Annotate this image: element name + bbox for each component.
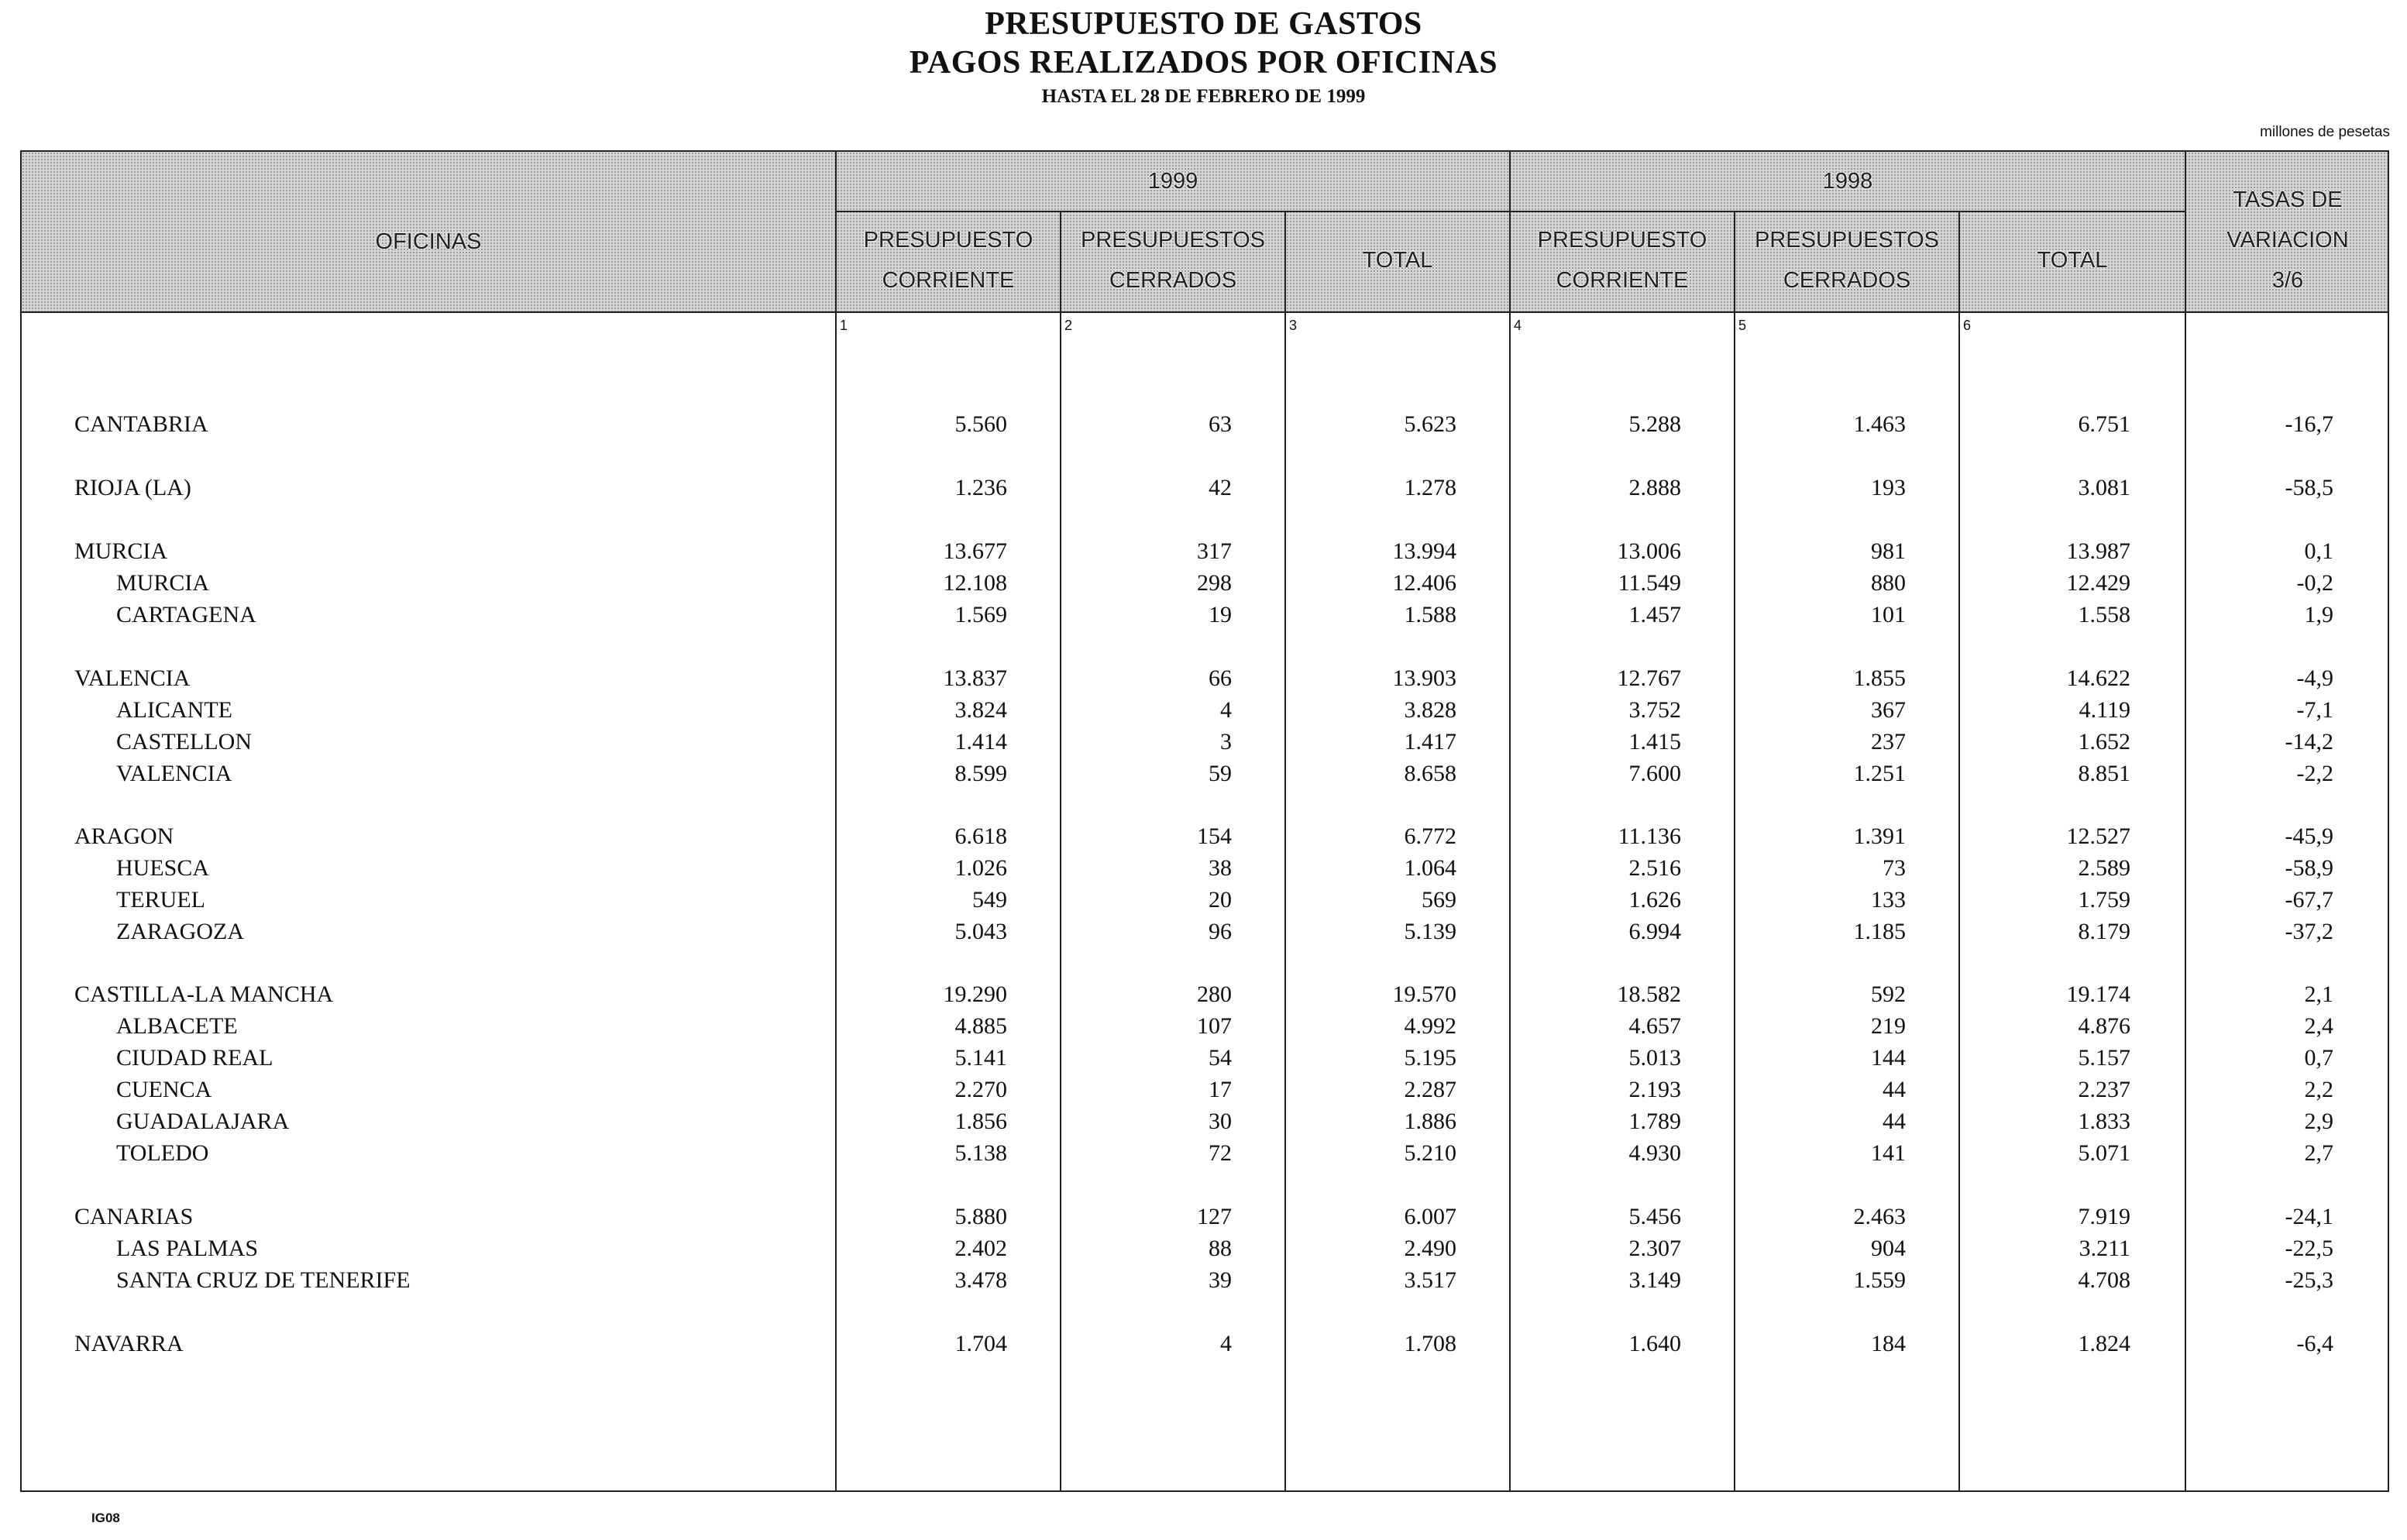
title-line-2: PAGOS REALIZADOS POR OFICINAS	[909, 45, 1498, 81]
table-row	[22, 885, 2388, 916]
cell-col6: 13.987	[2066, 538, 2130, 564]
cell-col6: 4.876	[2078, 1013, 2130, 1039]
cell-col6: 1.652	[2078, 729, 2130, 755]
cell-col7: 2,4	[2304, 1013, 2333, 1039]
table-row	[22, 727, 2388, 758]
cell-col7: -58,9	[2285, 855, 2333, 881]
cell-col7: -37,2	[2285, 919, 2333, 944]
cell-col1: 2.270	[954, 1077, 1007, 1102]
table-row	[22, 1106, 2388, 1137]
cell-col6: 12.429	[2066, 570, 2130, 596]
cell-col3: 1.278	[1404, 475, 1456, 500]
cell-col5: 904	[1871, 1236, 1906, 1261]
cell-col1: 3.478	[954, 1267, 1007, 1293]
province-label: CARTAGENA	[116, 602, 256, 627]
region-label: CASTILLA-LA MANCHA	[74, 981, 334, 1007]
cell-col4: 2.307	[1628, 1236, 1681, 1261]
cell-col4: 5.456	[1628, 1204, 1681, 1229]
header-oficinas: OFICINAS	[375, 229, 482, 254]
cell-col5: 144	[1871, 1045, 1906, 1071]
table-row	[22, 979, 2388, 1010]
cell-col1: 1.236	[954, 475, 1007, 500]
cell-col7: 2,7	[2304, 1140, 2333, 1166]
cell-col7: -7,1	[2296, 697, 2333, 723]
header-col5-line2: CERRADOS	[1783, 268, 1911, 293]
cell-col2: 127	[1197, 1204, 1232, 1229]
cell-col1: 13.677	[943, 538, 1007, 564]
table-row	[22, 1201, 2388, 1232]
cell-col4: 6.994	[1628, 919, 1681, 944]
header-col4-line2: CORRIENTE	[1556, 268, 1689, 293]
cell-col5: 1.391	[1853, 823, 1906, 849]
cell-col1: 4.885	[954, 1013, 1007, 1039]
cell-col5: 592	[1871, 981, 1906, 1007]
cell-col5: 44	[1883, 1077, 1906, 1102]
table-row	[22, 695, 2388, 726]
table-row	[22, 1043, 2388, 1074]
cell-col2: 42	[1209, 475, 1232, 500]
cell-col2: 59	[1209, 761, 1232, 786]
cell-col3: 569	[1422, 887, 1456, 913]
cell-col3: 1.064	[1404, 855, 1456, 881]
cell-col5: 1.185	[1853, 919, 1906, 944]
table-row	[22, 536, 2388, 567]
cell-col6: 6.751	[2078, 411, 2130, 437]
province-label: ALBACETE	[116, 1013, 238, 1039]
cell-col2: 72	[1209, 1140, 1232, 1166]
province-label: SANTA CRUZ DE TENERIFE	[116, 1267, 411, 1293]
cell-col5: 237	[1871, 729, 1906, 755]
header-col4-line1: PRESUPUESTO	[1537, 228, 1707, 253]
cell-col3: 5.623	[1404, 411, 1456, 437]
province-label: CUENCA	[116, 1077, 212, 1102]
cell-col1: 6.618	[954, 823, 1007, 849]
cell-col4: 2.888	[1628, 475, 1681, 500]
cell-col7: -4,9	[2296, 665, 2333, 691]
province-label: LAS PALMAS	[116, 1236, 259, 1261]
cell-col2: 107	[1197, 1013, 1232, 1039]
header-col2	[1061, 220, 1284, 301]
cell-col6: 1.824	[2078, 1331, 2130, 1356]
header-col4	[1511, 220, 1734, 301]
cell-col4: 5.288	[1628, 411, 1681, 437]
cell-col4: 13.006	[1617, 538, 1681, 564]
cell-col3: 13.903	[1392, 665, 1456, 691]
cell-col3: 5.139	[1404, 919, 1456, 944]
header-col6: TOTAL	[2037, 248, 2108, 273]
region-label: ARAGON	[74, 823, 174, 849]
cell-col4: 1.415	[1628, 729, 1681, 755]
cell-col7: -22,5	[2285, 1236, 2333, 1261]
cell-col2: 96	[1209, 919, 1232, 944]
cell-col3: 1.588	[1404, 602, 1456, 627]
cell-col1: 5.880	[954, 1204, 1007, 1229]
table-row	[22, 916, 2388, 947]
header-col2-line1: PRESUPUESTOS	[1081, 228, 1265, 253]
cell-col4: 7.600	[1628, 761, 1681, 786]
cell-col4: 2.516	[1628, 855, 1681, 881]
cell-col1: 3.824	[954, 697, 1007, 723]
cell-col1: 2.402	[954, 1236, 1007, 1261]
cell-col5: 73	[1883, 855, 1906, 881]
cell-col3: 6.772	[1404, 823, 1456, 849]
table-row	[22, 600, 2388, 631]
cell-col2: 19	[1209, 602, 1232, 627]
cell-col2: 88	[1209, 1236, 1232, 1261]
cell-col7: 0,7	[2304, 1045, 2333, 1071]
cell-col6: 8.851	[2078, 761, 2130, 786]
cell-col6: 1.759	[2078, 887, 2130, 913]
cell-col5: 141	[1871, 1140, 1906, 1166]
cell-col5: 133	[1871, 887, 1906, 913]
cell-col5: 1.559	[1853, 1267, 1906, 1293]
cell-col1: 549	[972, 887, 1007, 913]
cell-col2: 298	[1197, 570, 1232, 596]
header-col7-line1: TASAS DE	[2233, 187, 2343, 212]
data-table	[20, 150, 2389, 1492]
cell-col6: 7.919	[2078, 1204, 2130, 1229]
cell-col3: 1.886	[1404, 1109, 1456, 1134]
report-title	[0, 5, 2407, 110]
region-label: NAVARRA	[74, 1331, 184, 1356]
cell-col7: 2,1	[2304, 981, 2333, 1007]
cell-col5: 184	[1871, 1331, 1906, 1356]
province-label: MURCIA	[116, 570, 210, 596]
cell-col5: 1.855	[1853, 665, 1906, 691]
cell-col3: 3.517	[1404, 1267, 1456, 1293]
header-col3: TOTAL	[1362, 248, 1433, 273]
cell-col4: 2.193	[1628, 1077, 1681, 1102]
header-col1-line1: PRESUPUESTO	[863, 228, 1033, 253]
cell-col6: 1.833	[2078, 1109, 2130, 1134]
cell-col1: 13.837	[943, 665, 1007, 691]
cell-col3: 1.417	[1404, 729, 1456, 755]
cell-col4: 5.013	[1628, 1045, 1681, 1071]
cell-col7: -14,2	[2285, 729, 2333, 755]
cell-col3: 1.708	[1404, 1331, 1456, 1356]
cell-col7: 2,2	[2304, 1077, 2333, 1102]
cell-col5: 1.463	[1853, 411, 1906, 437]
cell-col1: 1.026	[954, 855, 1007, 881]
region-label: RIOJA (LA)	[74, 475, 191, 500]
cell-col1: 8.599	[954, 761, 1007, 786]
province-label: CASTELLON	[116, 729, 252, 755]
cell-col7: -58,5	[2285, 475, 2333, 500]
cell-col4: 1.457	[1628, 602, 1681, 627]
province-label: GUADALAJARA	[116, 1109, 290, 1134]
cell-col1: 1.414	[954, 729, 1007, 755]
cell-col7: -0,2	[2296, 570, 2333, 596]
column-number-6: 6	[1963, 318, 1972, 333]
cell-col7: -45,9	[2285, 823, 2333, 849]
cell-col2: 4	[1220, 697, 1232, 723]
cell-col6: 8.179	[2078, 919, 2130, 944]
cell-col7: 0,1	[2304, 538, 2333, 564]
cell-col7: -24,1	[2285, 1204, 2333, 1229]
header-year-1998: 1998	[1822, 169, 1873, 194]
cell-col5: 981	[1871, 538, 1906, 564]
cell-col2: 17	[1209, 1077, 1232, 1102]
cell-col6: 14.622	[2066, 665, 2130, 691]
cell-col5: 880	[1871, 570, 1906, 596]
footer-code: IG08	[91, 1511, 120, 1525]
cell-col3: 4.992	[1404, 1013, 1456, 1039]
cell-col2: 54	[1209, 1045, 1232, 1071]
cell-col4: 11.549	[1618, 570, 1681, 596]
province-label: CIUDAD REAL	[116, 1045, 273, 1071]
cell-col6: 3.081	[2078, 475, 2130, 500]
table-row	[22, 473, 2388, 504]
cell-col1: 1.856	[954, 1109, 1007, 1134]
cell-col4: 1.640	[1628, 1331, 1681, 1356]
header-col7-line2: VARIACION	[2226, 228, 2349, 253]
cell-col4: 11.136	[1618, 823, 1681, 849]
cell-col7: -16,7	[2285, 411, 2333, 437]
cell-col3: 6.007	[1404, 1204, 1456, 1229]
cell-col7: -25,3	[2285, 1267, 2333, 1293]
table-row	[22, 663, 2388, 694]
cell-col6: 12.527	[2066, 823, 2130, 849]
units-note: millones de pesetas	[2260, 124, 2390, 140]
cell-col1: 5.560	[954, 411, 1007, 437]
cell-col2: 3	[1220, 729, 1232, 755]
cell-col4: 1.626	[1628, 887, 1681, 913]
cell-col5: 44	[1883, 1109, 1906, 1134]
cell-col6: 5.157	[2078, 1045, 2130, 1071]
cell-col3: 3.828	[1404, 697, 1456, 723]
title-line-3: HASTA EL 28 DE FEBRERO DE 1999	[1041, 86, 1366, 107]
table-row	[22, 758, 2388, 789]
cell-col4: 12.767	[1617, 665, 1681, 691]
cell-col5: 219	[1871, 1013, 1906, 1039]
cell-col3: 2.287	[1404, 1077, 1456, 1102]
header-col7	[2186, 180, 2389, 301]
cell-col6: 4.708	[2078, 1267, 2130, 1293]
cell-col6: 5.071	[2078, 1140, 2130, 1166]
table-row	[22, 1329, 2388, 1360]
cell-col4: 1.789	[1628, 1109, 1681, 1134]
cell-col5: 101	[1871, 602, 1906, 627]
cell-col1: 19.290	[943, 981, 1007, 1007]
cell-col7: 2,9	[2304, 1109, 2333, 1134]
column-number-1: 1	[840, 318, 848, 333]
cell-col2: 30	[1209, 1109, 1232, 1134]
cell-col6: 3.211	[2079, 1236, 2130, 1261]
cell-col4: 3.752	[1628, 697, 1681, 723]
region-label: MURCIA	[74, 538, 168, 564]
cell-col6: 4.119	[2079, 697, 2130, 723]
cell-col6: 2.237	[2078, 1077, 2130, 1102]
province-label: VALENCIA	[116, 761, 232, 786]
table-row	[22, 568, 2388, 599]
cell-col3: 5.195	[1404, 1045, 1456, 1071]
title-line-1: PRESUPUESTO DE GASTOS	[985, 6, 1422, 42]
cell-col3: 19.570	[1392, 981, 1456, 1007]
cell-col7: -67,7	[2285, 887, 2333, 913]
header-col1	[837, 220, 1060, 301]
cell-col2: 63	[1209, 411, 1232, 437]
header-col5-line1: PRESUPUESTOS	[1755, 228, 1939, 253]
province-label: TERUEL	[116, 887, 205, 913]
table-row	[22, 1138, 2388, 1169]
cell-col2: 280	[1197, 981, 1232, 1007]
province-label: TOLEDO	[116, 1140, 209, 1166]
cell-col2: 154	[1197, 823, 1232, 849]
header-year-1999: 1999	[1147, 169, 1198, 194]
column-number-4: 4	[1514, 318, 1522, 333]
cell-col1: 1.569	[954, 602, 1007, 627]
cell-col3: 13.994	[1392, 538, 1456, 564]
cell-col2: 20	[1209, 887, 1232, 913]
cell-col2: 39	[1209, 1267, 1232, 1293]
cell-col3: 8.658	[1404, 761, 1456, 786]
cell-col4: 4.930	[1628, 1140, 1681, 1166]
province-label: ZARAGOZA	[116, 919, 244, 944]
cell-col5: 193	[1871, 475, 1906, 500]
province-label: HUESCA	[116, 855, 210, 881]
table-row	[22, 1011, 2388, 1042]
region-label: CANARIAS	[74, 1204, 194, 1229]
region-label: VALENCIA	[74, 665, 191, 691]
cell-col7: -6,4	[2296, 1331, 2333, 1356]
cell-col3: 12.406	[1392, 570, 1456, 596]
cell-col2: 38	[1209, 855, 1232, 881]
table-row	[22, 409, 2388, 440]
header-col2-line2: CERRADOS	[1109, 268, 1237, 293]
column-number-5: 5	[1738, 318, 1747, 333]
column-number-3: 3	[1289, 318, 1298, 333]
cell-col5: 367	[1871, 697, 1906, 723]
column-number-2: 2	[1064, 318, 1073, 333]
cell-col7: -2,2	[2296, 761, 2333, 786]
province-label: ALICANTE	[116, 697, 232, 723]
header-col7-line3: 3/6	[2271, 268, 2304, 293]
cell-col1: 12.108	[943, 570, 1007, 596]
header-col5	[1735, 220, 1958, 301]
cell-col1: 5.043	[954, 919, 1007, 944]
cell-col2: 4	[1220, 1331, 1232, 1356]
cell-col1: 1.704	[954, 1331, 1007, 1356]
cell-col4: 4.657	[1628, 1013, 1681, 1039]
cell-col6: 1.558	[2078, 602, 2130, 627]
table-row	[22, 1233, 2388, 1264]
table-row	[22, 1074, 2388, 1105]
header-col1-line2: CORRIENTE	[882, 268, 1015, 293]
table-row	[22, 1265, 2388, 1296]
year-divider-line	[835, 211, 2186, 212]
cell-col2: 66	[1209, 665, 1232, 691]
cell-col2: 317	[1197, 538, 1232, 564]
cell-col1: 5.138	[954, 1140, 1007, 1166]
cell-col5: 2.463	[1853, 1204, 1906, 1229]
cell-col4: 3.149	[1628, 1267, 1681, 1293]
table-row	[22, 853, 2388, 884]
region-label: CANTABRIA	[74, 411, 208, 437]
cell-col3: 2.490	[1404, 1236, 1456, 1261]
cell-col4: 18.582	[1617, 981, 1681, 1007]
table-row	[22, 821, 2388, 852]
cell-col1: 5.141	[954, 1045, 1007, 1071]
cell-col5: 1.251	[1853, 761, 1906, 786]
cell-col7: 1,9	[2304, 602, 2333, 627]
cell-col3: 5.210	[1404, 1140, 1456, 1166]
cell-col6: 19.174	[2066, 981, 2130, 1007]
cell-col6: 2.589	[2078, 855, 2130, 881]
